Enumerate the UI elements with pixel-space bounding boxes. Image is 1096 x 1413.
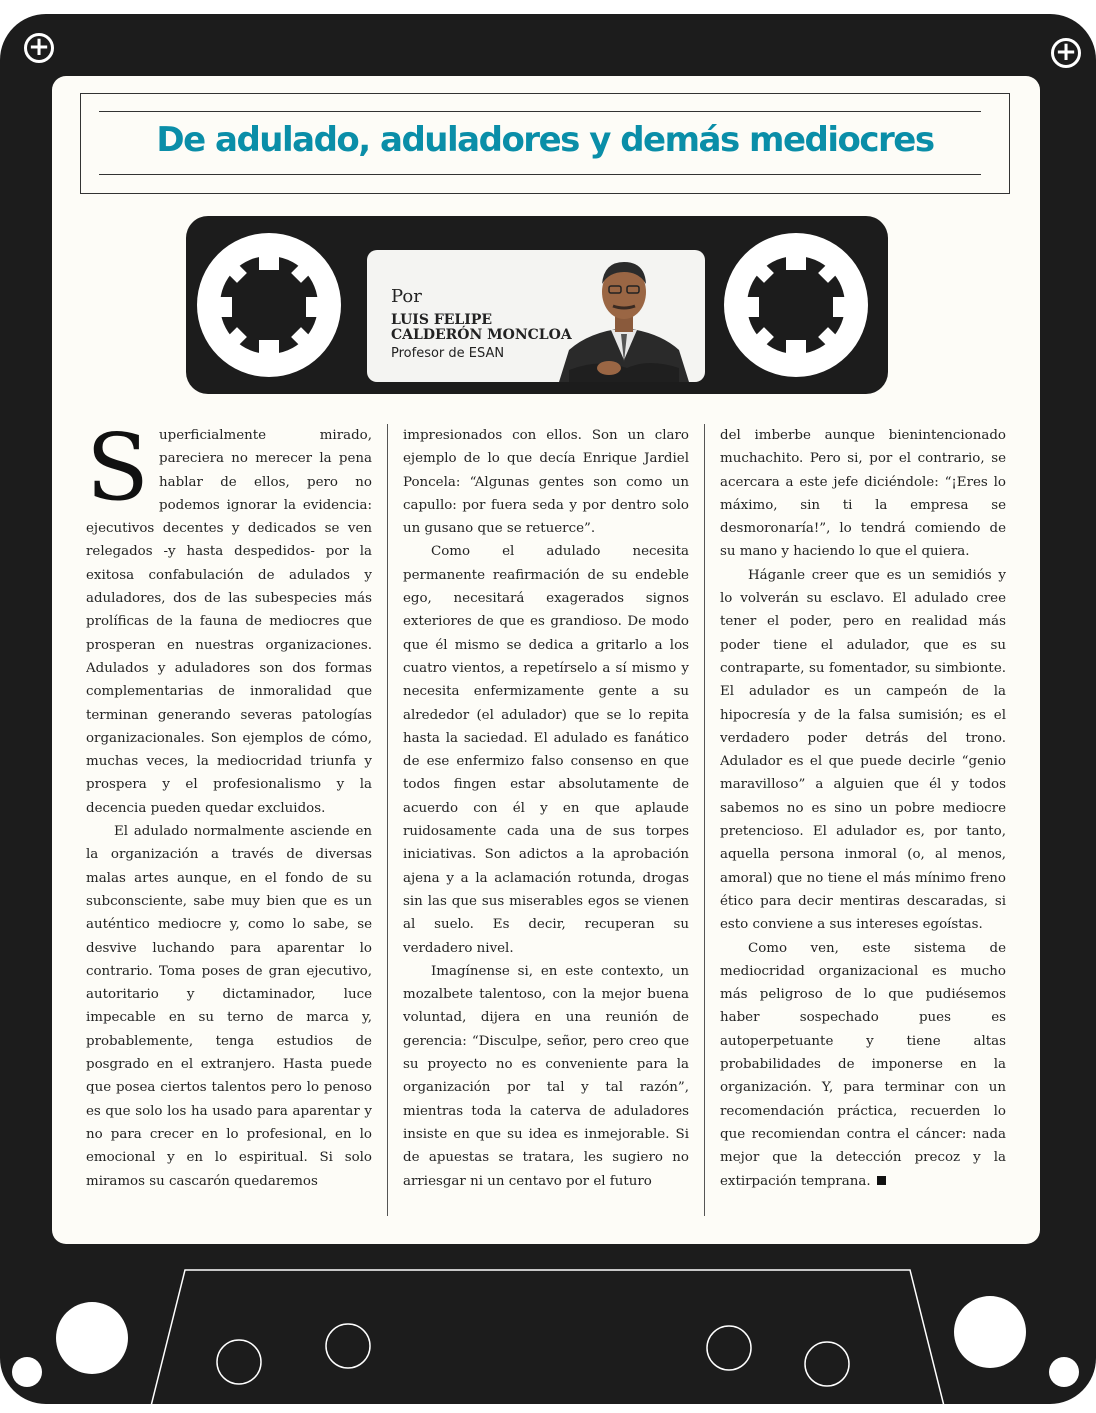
page-title: De adulado, aduladores y demás mediocres: [156, 120, 934, 160]
byline-por: Por: [391, 286, 422, 307]
paragraph: Imagínense si, en este contexto, un mozalbete talentoso, con la mejor buena voluntad, dijera en una reunión de gerencia: “Disculpe, señor, pero creo que su proyecto no es conveniente para la organización por tal y tal razón”, mientras toda la caterva de aduladores insiste en que su idea es inmejorable. Si de apuestas se tratara, les sugiero no arriesgar ni un centavo por el futuro: [403, 963, 689, 1189]
column-divider: [704, 424, 705, 1216]
paragraph: El adulado normalmente asciende en la organización a través de diversas malas artes aunque, en el fondo de su subconsciente, sabe muy bien que es un auténtico mediocre y, como lo sabe, se desvive luchando para aparentar lo contrario. Toma poses de gran ejecutivo, autoritario y dictaminador, luce impecable en su terno de marca y, probablemente, tenga estudios de posgrado en el extranjero. Hasta puede que posea ciertos talentos pero lo penoso es que solo los ha usado para aparentar y no para crecer en lo profesional, en lo emocional y en lo espiritual. Si solo miramos su cascarón quedaremos: [86, 824, 372, 1189]
column-divider: [387, 424, 388, 1216]
title-rule-bottom: [99, 174, 981, 175]
article-column-3: [720, 424, 1006, 1216]
paragraph: Háganle creer que es un semidiós y lo volverán su esclavo. El adulado cree tener el poder, pero en realidad más poder tiene el adulador, que es su contraparte, su fomentador, su simbionte. El adulador es un campeón de la hipocresía y de la falsa sumisión; es el verdadero poder detrás del trono. Adulador es el que puede decirle “genio maravilloso” a alguien que él y todos sabemos no es sino un pobre mediocre pretencioso. El adulador es, por tanto, aquella persona inmoral (o, al menos, amoral) que no tiene el más mínimo freno ético para decir mentiras descaradas, si esto conviene a sus intereses egoístas.: [720, 567, 1006, 933]
plus-icon: +: [24, 33, 54, 63]
paragraph: [86, 424, 372, 820]
author-name-line1: LUIS FELIPE: [391, 312, 493, 328]
article-column-1: [86, 424, 372, 1216]
author-name: [391, 313, 572, 343]
author-label: [367, 250, 705, 382]
paragraph: del imberbe aunque bienintencionado muchachito. Pero si, por el contrario, se acercara a este jefe diciéndole: “¡Eres lo máximo, sin ti la empresa se desmoronaría!”, lo tendrá comiendo de su mano y haciendo lo que el quiera.: [720, 428, 1006, 560]
plus-icon: +: [1051, 38, 1081, 68]
author-portrait: [549, 250, 699, 382]
paragraph-text: uperficialmente mirado, pareciera no merecer la pena hablar de ellos, pero no podemos ignorar la evidencia: ejecutivos decentes y dedicados se ven relegados -y hasta despedidos- por la exitosa confabulación de adulados y aduladores, dos de las subespecies más prolíficas de la fauna de mediocres que prosperan en nuestras organizaciones. Adulados y aduladores son dos formas complementarias de inmoralidad que terminan generando severas patologías organizacionales. Son ejemplos de cómo, muchas veces, la mediocridad triunfa y prospera y el profesionalismo y la decencia pueden quedar excluidos.: [86, 428, 372, 816]
paragraph: impresionados con ellos. Son un claro ejemplo de lo que decía Enrique Jardiel Poncela: “Algunas gentes son como un capullo: por fuera seda y por dentro solo un gusano que se retuerce”.: [403, 428, 689, 537]
end-mark-icon: [877, 1176, 886, 1185]
author-role: Profesor de ESAN: [391, 346, 505, 361]
author-name-line2: CALDERÓN MONCLOA: [391, 327, 572, 343]
cassette-bottom: [0, 1250, 1096, 1413]
left-reel-icon: [197, 233, 341, 377]
article-body: [86, 424, 1006, 1216]
article-column-2: [403, 424, 689, 1216]
paragraph: Como el adulado necesita permanente reafirmación de su endeble ego, necesitará exagerados signos exteriores de que es grandioso. De modo que él mismo se dedica a gritarlo a los cuatro vientos, a repetírselo a sí mismo y necesita enfermizamente gente a su alrededor (el adulador) que se lo repita hasta la saciedad. El adulado es fanático de ese enfermizo falso consenso en que todos fingen estar absolutamente de acuerdo con él y en que aplaude ruidosamente cada una de sus torpes iniciativas. Son adictos a la aprobación ajena y a la aclamación rotunda, drogas sin las que sus miserables egos se vienen al suelo. Es decir, recuperan su verdadero nivel.: [403, 544, 689, 956]
drop-cap: S: [86, 424, 150, 521]
title-rule-top: [99, 111, 981, 112]
title-box: [80, 93, 1010, 194]
paragraph-text: Como ven, este sistema de mediocridad organizacional es mucho más peligroso de lo que pudiésemos haber sospechado pues es autoperpetuante y tiene altas probabilidades de imponerse en la organización. Y, para terminar con un recomendación práctica, recuerden lo que recomiendan contra el cáncer: nada mejor que la detección precoz y la extirpación temprana.: [720, 940, 1006, 1189]
paragraph: [720, 937, 1006, 1193]
right-reel-icon: [724, 233, 868, 377]
